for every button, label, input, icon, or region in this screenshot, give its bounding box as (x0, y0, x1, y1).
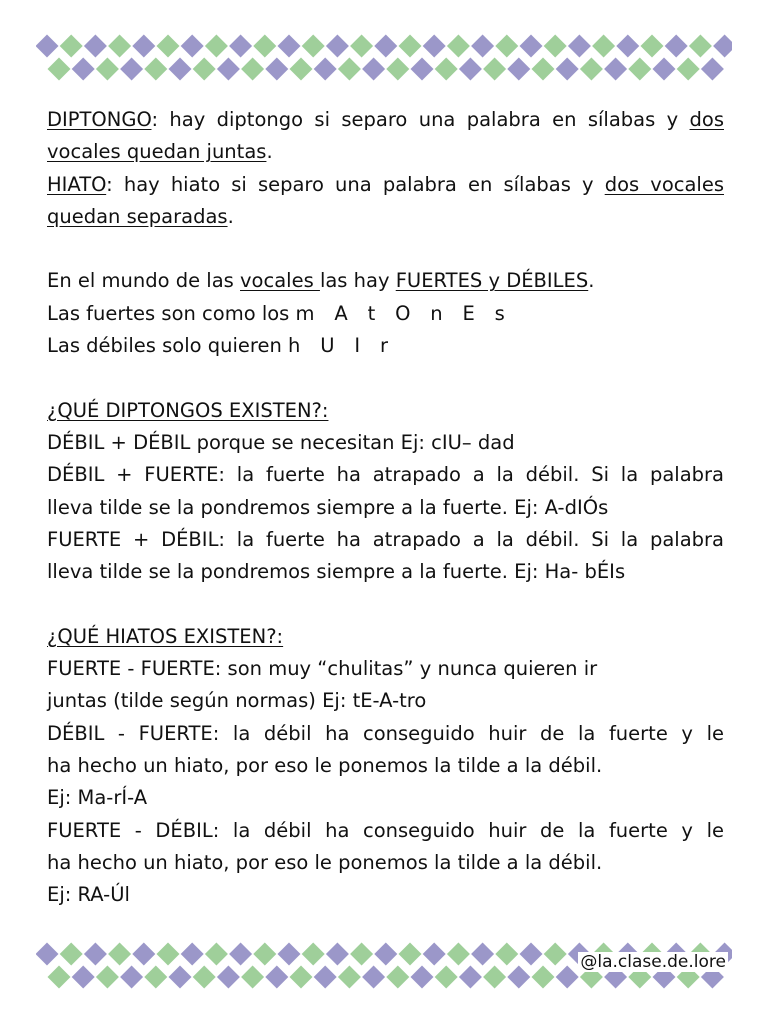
border-diamond (423, 943, 446, 966)
border-diamond (520, 943, 543, 966)
border-diamond (592, 35, 615, 58)
border-diamond (205, 35, 228, 58)
border-diamond (157, 35, 180, 58)
border-diamond (108, 35, 131, 58)
border-diamond (459, 966, 482, 989)
border-diamond (229, 35, 252, 58)
border-diamond (628, 58, 651, 81)
border-diamond (60, 35, 83, 58)
hiato-rule-2-line-2: ha hecho un hiato, por eso le ponemos la tilde a la débil. (47, 753, 603, 777)
document-body (47, 104, 724, 911)
border-diamond (84, 35, 107, 58)
border-diamond (326, 35, 349, 58)
spacer (47, 588, 724, 620)
border-diamond (108, 943, 131, 966)
border-diamond (507, 966, 530, 989)
border-diamond (435, 58, 458, 81)
hiato-rule-3-line-1: FUERTE - DÉBIL: la débil ha conseguido huir de la fuerte y le (47, 818, 724, 842)
border-diamond (241, 966, 264, 989)
border-diamond (520, 35, 543, 58)
border-diamond (399, 35, 422, 58)
border-diamond (568, 35, 591, 58)
border-diamond (217, 58, 240, 81)
vocales-fuertes: Las fuertes son como los m A t O n E s (47, 301, 512, 325)
border-diamond (302, 35, 325, 58)
border-diamond (532, 966, 555, 989)
hiatos-heading: ¿QUÉ HIATOS EXISTEN?: (47, 624, 284, 648)
top-diamond-border (36, 34, 732, 82)
border-diamond (616, 35, 639, 58)
border-diamond (48, 966, 71, 989)
border-diamond (495, 943, 518, 966)
border-diamond (253, 943, 276, 966)
border-diamond (447, 35, 470, 58)
border-diamond (290, 966, 313, 989)
border-diamond (96, 58, 119, 81)
border-diamond (72, 58, 95, 81)
spacer (47, 233, 724, 265)
hiato-term: HIATO (47, 172, 107, 196)
border-diamond (169, 58, 192, 81)
border-diamond (241, 58, 264, 81)
border-diamond (362, 966, 385, 989)
border-diamond (181, 943, 204, 966)
border-diamond (132, 35, 155, 58)
border-diamond (205, 943, 228, 966)
border-diamond (350, 943, 373, 966)
border-diamond (435, 966, 458, 989)
hiato-definition-line-1: HIATO: hay hiato si separo una palabra en sílabas y dos vocales (47, 172, 724, 196)
border-diamond (144, 58, 167, 81)
diptongos-heading: ¿QUÉ DIPTONGOS EXISTEN?: (47, 398, 329, 422)
border-diamond (507, 58, 530, 81)
border-diamond (60, 943, 83, 966)
border-diamond (604, 58, 627, 81)
border-diamond (374, 943, 397, 966)
border-diamond (350, 35, 373, 58)
border-diamond (386, 58, 409, 81)
border-diamond (290, 58, 313, 81)
diptongo-definition-line-2: vocales quedan juntas. (47, 140, 273, 164)
border-diamond (701, 58, 724, 81)
border-diamond (314, 58, 337, 81)
border-diamond (338, 58, 361, 81)
border-diamond (471, 943, 494, 966)
hiato-rule-3-example: Ej: RA-Úl (47, 883, 130, 907)
diptongo-rule-1: DÉBIL + DÉBIL porque se necesitan Ej: cIU– dad (47, 430, 515, 454)
border-diamond (411, 58, 434, 81)
border-diamond (653, 58, 676, 81)
border-diamond (362, 58, 385, 81)
border-diamond (217, 966, 240, 989)
border-diamond (278, 943, 301, 966)
diptongo-term: DIPTONGO (47, 108, 152, 131)
author-handle: @la.clase.de.lore (580, 952, 726, 972)
hiato-rule-1-line-2: juntas (tilde según normas) Ej: tE-A-tro (47, 689, 427, 713)
border-diamond (193, 58, 216, 81)
border-diamond (326, 943, 349, 966)
border-diamond (544, 943, 567, 966)
vocales-intro: En el mundo de las vocales las hay FUERTES y DÉBILES. (47, 269, 595, 293)
border-diamond (314, 966, 337, 989)
border-diamond (120, 58, 143, 81)
border-diamond (72, 966, 95, 989)
border-diamond (459, 58, 482, 81)
huir-word: h U I r (288, 334, 395, 358)
border-diamond (36, 35, 59, 58)
border-diamond (144, 966, 167, 989)
border-diamond (48, 58, 71, 81)
border-diamond (265, 58, 288, 81)
border-diamond (556, 58, 579, 81)
border-diamond (544, 35, 567, 58)
border-diamond (677, 58, 700, 81)
spacer (47, 362, 724, 394)
border-diamond (253, 35, 276, 58)
diptongo-rule-2-line-2: lleva tilde se la pondremos siempre a la fuerte. Ej: A-dIÓs (47, 495, 609, 519)
border-diamond (181, 35, 204, 58)
diptongo-rule-3-line-2: lleva tilde se la pondremos siempre a la fuerte. Ej: Ha- bÉIs (47, 560, 626, 584)
border-diamond (36, 943, 59, 966)
border-diamond (278, 35, 301, 58)
border-diamond (374, 35, 397, 58)
border-diamond (120, 966, 143, 989)
border-diamond (580, 58, 603, 81)
border-diamond (157, 943, 180, 966)
border-diamond (169, 966, 192, 989)
hiato-rule-2-example: Ej: Ma-rÍ-A (47, 786, 148, 810)
border-diamond (411, 966, 434, 989)
border-diamond (495, 35, 518, 58)
diptongo-rule-2-line-1: DÉBIL + FUERTE: la fuerte ha atrapado a la débil. Si la palabra (47, 463, 724, 487)
hiato-definition-line-2: quedan separadas. (47, 204, 234, 228)
border-diamond (84, 943, 107, 966)
border-diamond (399, 943, 422, 966)
border-diamond (713, 35, 732, 58)
border-diamond (193, 966, 216, 989)
border-diamond (556, 966, 579, 989)
border-diamond (532, 58, 555, 81)
vocales-debiles: Las débiles solo quieren h U I r (47, 334, 395, 358)
border-diamond (265, 966, 288, 989)
hiato-rule-2-line-1: DÉBIL - FUERTE: la débil ha conseguido huir de la fuerte y le (47, 721, 724, 745)
border-diamond (665, 35, 688, 58)
diptongo-rule-3-line-1: FUERTE + DÉBIL: la fuerte ha atrapado a la débil. Si la palabra (47, 527, 724, 551)
border-diamond (302, 943, 325, 966)
border-diamond (689, 35, 712, 58)
hiato-rule-1-line-1: FUERTE - FUERTE: son muy “chulitas” y nunca quieren ir (47, 657, 598, 681)
border-diamond (96, 966, 119, 989)
border-diamond (386, 966, 409, 989)
border-diamond (641, 35, 664, 58)
border-diamond (447, 943, 470, 966)
border-diamond (423, 35, 446, 58)
border-diamond (471, 35, 494, 58)
border-diamond (483, 966, 506, 989)
border-diamond (338, 966, 361, 989)
border-diamond (483, 58, 506, 81)
border-diamond (132, 943, 155, 966)
diptongo-definition-line-1: DIPTONGO: hay diptongo si separo una palabra en sílabas y dos (47, 108, 724, 131)
hiato-rule-3-line-2: ha hecho un hiato, por eso le ponemos la tilde a la débil. (47, 850, 603, 874)
border-diamond (229, 943, 252, 966)
matones-word: m A t O n E s (295, 301, 512, 325)
